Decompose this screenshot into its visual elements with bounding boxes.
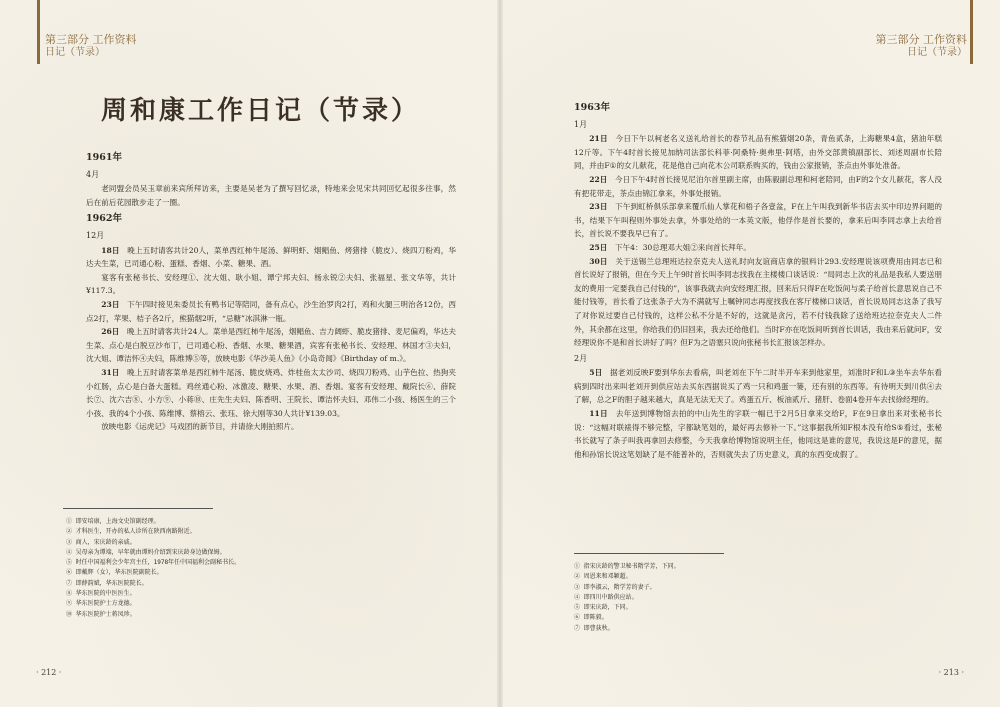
entry-date: 21日 [589, 134, 608, 144]
entry-text: 晚上五时请客共计24人。菜单是西红柿牛尾汤，烟鲳鱼、吉力阔虾、脆皮猪排、麦尼偏鸡，华达夫生菜、点心是白脱豆沙布丁，已司通心粉、香烟、水果、糖果酒，宾客有张秘书长、安经理、林国才③夫妇，沈大姐、谭洁怀④夫妇，陈维博⑤等，放映电影《华沙美人鱼》《小岛奇闻》《Birthday of m.》。 [86, 327, 456, 364]
entry-date: 25日 [589, 242, 608, 252]
entry-text: 今日下午以柯老名义送礼给首长的春节礼品有熊猫烟20条，青鱼贰条，上海糖果4盒，猪油年糕12斤等。下午4时首长接见加纳司法部长科菲·阿桑特·奥弗里·阿塔，由外交部黄镇副部长、刘述周副市长陪同，并由F①的女儿献花，花是他自己向花木公司联系购买的，钱由公家报销，茶点由外事处准备。 [574, 134, 942, 171]
left-header-subtitle: 日记（节录） [45, 47, 105, 58]
entry-date: 26日 [101, 327, 120, 337]
left-page-number: · 212 · [36, 668, 62, 677]
entry-date: 23日 [589, 202, 608, 212]
entry-1963-1-23 [574, 200, 942, 241]
entry-1963-1-21 [574, 132, 942, 173]
footnote: ⑤ 即宋庆龄，下同。 [574, 604, 632, 612]
entry-text: 晚上五时请客共计20人，菜单西红柿牛尾汤、鲜明虾、烟鲳鱼、烤猪排（脆皮）、烧四刀粉鸡，华达夫生菜，已司通心粉、蛋糕、香烟、小菜、糖果、酒。 [86, 245, 457, 269]
footnote: ② 才科医生，开办的私人诊所在陕西南路附近。 [66, 528, 196, 536]
footnote: ⑩ 华东医院护士蒋凤珍。 [66, 610, 136, 618]
footnote: ④ 即四川中路供应站。 [574, 593, 638, 601]
year-heading-1963: 1963年 [574, 102, 610, 113]
footnote: ⑦ 即曹荻秋。 [574, 624, 614, 632]
entry-1963-2-11 [574, 407, 942, 461]
right-footnote-rule [574, 553, 724, 554]
entry-1962-12-23 [86, 298, 456, 325]
book-gutter [497, 0, 503, 707]
entry-date: 31日 [101, 367, 120, 377]
month-heading-1963-1: 1月 [574, 119, 588, 129]
entry-text: 据老刘反映F要到华东去看病，叫老刘在下午二时半开车来到他家里，刘准时F和L③坐车去华东看病到四时出来叫老刘开到供应站去买东西据说买了鸡一只和鸡蛋一篓，还有别的东西等。有待明天到川供④去了解，总之F的胆子越来越大，真是无法无天了。鸡蛋五斤、板油贰斤、猪肝、卷面4卷开车去找徐经理的。 [574, 368, 942, 405]
entry-text: 今日下午4时首长接见尼泊尔首里副主席，由陈毅副总理和柯老陪同，由F的2个女儿献花，客人没有把花带走，茶点由锦江拿来，外事处报销。 [574, 174, 943, 198]
month-heading-1963-2: 2月 [574, 353, 588, 363]
right-header-section: 第三部分 工作资料 [875, 33, 967, 46]
entry-text: 去年送到博物馆去拍的中山先生的字联一幅已于2月5日拿来交给F，F在9日拿出来对张秘书长说：“这幅对联裱得不够完整，字都缺笔划的，最好再去修补一下。”这事据我所知F根本没有给S⑤看过，张秘书长就写了条子叫我再拿回去修整，今天我拿给博物馆说明主任，他同这是谁的意见，我说这是F的意见，据他和孙馆长说这笔划缺了是不能普补的，否则就失去了历史意义，真的东西变成假了。 [574, 409, 943, 459]
right-page-number: · 213 · [938, 668, 964, 677]
entry-text: 下午到虹桥俱乐部拿来覆爪仙人掌花和梧子各壹盆，F在上午叫我到新华书店去买中印边界问题的书，结果下午叫程则外事处去拿，外事处给的一本英文版，他俘作是首长要的，拿来后叫李同志拿上去给首长，首长说不要我早已有了。 [574, 202, 943, 239]
right-page [500, 0, 1000, 707]
entry-text: 下午四时接见朱委员长有鸭书记等陪同，备有点心，沙生治罗肉2打，鸡和火腿三明治各12份，西点2打，苹果、桔子各2斤，熊猫烟2听，“忌糖”冰淇淋一瓶。 [86, 299, 456, 323]
entry-1963-1-25 [574, 241, 942, 255]
entry-text: 下午4：30总理邓大姐②来向首长拜年。 [614, 242, 751, 252]
footnote: ⑧ 华东医院的中医医生。 [66, 590, 136, 598]
footnote: ⑥ 即陈毅。 [574, 614, 608, 622]
left-header-section: 第三部分 工作资料 [45, 33, 137, 46]
footnote: ① 即安培康，上海文史馆副经理。 [66, 518, 160, 525]
month-heading-1961-4: 4月 [86, 169, 100, 179]
left-footnote-rule [63, 508, 213, 509]
footnote: ⑨ 华东医院护士方龙德。 [66, 600, 136, 608]
left-footnotes [66, 517, 426, 620]
entry-1963-1-22 [574, 173, 942, 200]
footnote: ④ 吴母亲为谭端，早年就由谭妈介绍到宋庆龄身边做保姆。 [66, 548, 226, 556]
right-footnotes [574, 562, 934, 634]
entry-1963-1-30 [574, 255, 942, 350]
entry-1962-12-31-film: 放映电影《运虎记》马戏团的新节目，并请徐大刚拍照片。 [101, 422, 299, 432]
year-heading-1962: 1962年 [86, 213, 122, 225]
footnote: ⑤ 时任中国福利会少年宫主任，1978年任中国福利会副秘书长。 [66, 559, 241, 567]
entry-1962-12-18-guests: 宴客有张秘书长、安经理①、沈大姐、耿小姐、谭宁邦夫妇、杨永锐②夫妇、张福星、张文华等，共计¥117.3。 [86, 272, 456, 296]
entry-1963-2-5 [574, 366, 942, 407]
right-header-subtitle: 日记（节录） [907, 47, 967, 58]
entry-date: 11日 [589, 409, 608, 419]
entry-1961-4: 老同盟会员吴玉章前来宾所拜访来，主要是吴老为了撰写回忆录，特地来会见宋共同回忆起很多往事，然后在前后花园散步走了一圈。 [86, 184, 456, 207]
left-running-header [45, 33, 137, 59]
entry-1962-12-31 [86, 366, 456, 420]
entry-text: 晚上五时请客菜单是西红柿牛尾汤、脆皮烧鸡、炸桂鱼太太沙司、烧四刀粉鸡、山芋色拉、热狗夹小红肠，点心是白备大蛋糕。鸡丝通心粉、冰激凌、糖果、水果、酒、香烟。宴客有安经理、戴院长⑥、薛院长⑦、沈六吉⑧、小方⑨、小蒋⑩、庄先生夫妇、陈香明、王院长、谭洁怀夫妇、邓伟二小孩、杨医生的三个小孩、我的4个小孩、陈维博、蔡榕云、张珏、徐大刚等30人共计¥139.03。 [86, 367, 456, 418]
year-heading-1961: 1961年 [86, 152, 122, 163]
footnote: ② 周恩来和邓颖超。 [574, 573, 632, 581]
left-corner-rule [37, 0, 40, 64]
footnote: ③ 商人，宋庆龄的亲戚。 [66, 538, 136, 546]
entry-text: 关于送锡兰总理班达拉奈克夫人送礼时向友谊商店拿的银料计293.安经理说该项费用由同志已和首长说好了报销，但在今天上午9时首长叫李同志找我在主楼楼口谈话说：“局同志上次的礼品是我私人要送朋友的费用一定要我自己付钱的”，该事我就去向安经理汇报，回来后只得F在吃饭间与柔子给首长意思说自己不能付钱等，首长看了这张条子大为不满就写上嘱钟同志再度找我在客厅楼梯口谈话，首长说局同志这条了我写了对你说过要自己付钱的，这样公私不分是不好的，这就是贪污，若不付钱我除了送给班达拉奈克夫人二件外，其余都在这里，你给我们仍旧回来，我去还给他们。当时F亦在吃饭间听到首长训话，我由来后就问F，安经理说你不是和首长讲好了吗？但F为之语塞只说向张秘书长汇报该怎样办。 [574, 256, 943, 348]
right-body [574, 98, 942, 461]
entry-1962-12-18 [86, 244, 456, 271]
entry-date: 5日 [589, 368, 603, 378]
article-title: 周和康工作日记（节录） [101, 96, 421, 126]
footnote: ③ 即李淑云，隋学芳的妻子。 [574, 583, 656, 591]
right-running-header [876, 33, 968, 59]
right-corner-rule [970, 0, 973, 64]
footnote: ⑥ 即戴辉（女），华东医院副院长。 [66, 569, 163, 577]
footnote: ⑦ 即薛韵斌，华东医院院长。 [66, 579, 148, 587]
month-heading-1962-12: 12月 [86, 230, 105, 240]
footnote: ① 指宋庆龄的警卫秘书隋学芳，下同。 [574, 563, 680, 570]
entry-date: 18日 [101, 245, 120, 255]
left-body [86, 148, 456, 434]
entry-date: 22日 [589, 174, 608, 184]
entry-1962-12-26 [86, 325, 456, 366]
entry-date: 23日 [101, 299, 120, 309]
entry-date: 30日 [589, 256, 608, 266]
